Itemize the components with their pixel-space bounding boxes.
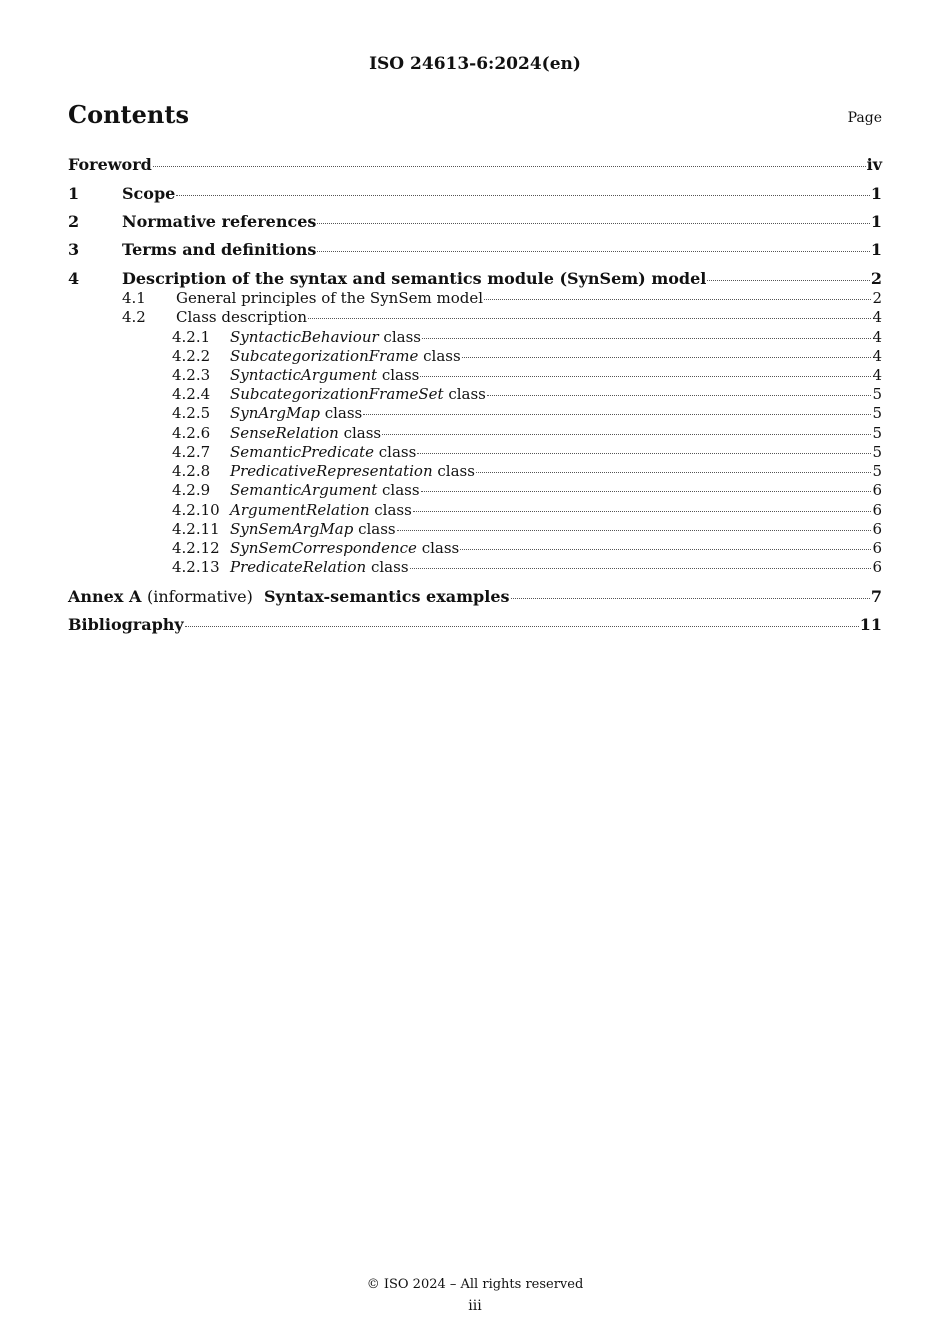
- dot-leader: [707, 264, 869, 281]
- toc-number: 1: [68, 184, 80, 203]
- dot-leader: [317, 207, 869, 224]
- toc-title: SenseRelation class: [230, 424, 382, 442]
- toc-page: iv: [866, 155, 882, 174]
- toc-number: 4.2.13: [172, 558, 220, 576]
- toc-page: 1: [870, 184, 882, 203]
- toc-title: Foreword: [68, 155, 152, 174]
- dot-leader: [462, 342, 872, 358]
- dot-leader: [153, 150, 866, 167]
- toc-page: 1: [870, 240, 882, 259]
- class-name: SynSemCorrespondence: [230, 539, 417, 557]
- toc-title: SubcategorizationFrame class: [230, 347, 461, 365]
- class-name: SyntacticBehaviour: [230, 328, 379, 346]
- toc-number: 4.2.12: [172, 539, 220, 557]
- page-number: iii: [468, 1298, 482, 1314]
- dot-leader: [420, 361, 871, 377]
- class-name: SynArgMap: [230, 404, 320, 422]
- toc-page: 5: [872, 424, 882, 442]
- dot-leader: [413, 496, 872, 512]
- class-name: SenseRelation: [230, 424, 339, 442]
- toc-page: 5: [872, 404, 882, 422]
- toc-entry-scope[interactable]: [68, 182, 882, 203]
- page-column-label: Page: [847, 110, 882, 126]
- toc-page: 6: [872, 501, 882, 519]
- toc-number: 4.2.2: [172, 347, 211, 365]
- toc-title: PredicateRelation class: [230, 558, 409, 576]
- class-name: SyntacticArgument: [230, 366, 378, 384]
- dot-leader: [397, 515, 872, 531]
- toc-number: 4.1: [122, 289, 146, 307]
- dot-leader: [410, 553, 872, 569]
- toc-title: SemanticArgument class: [230, 481, 420, 499]
- toc-number: 4.2.10: [172, 501, 220, 519]
- toc-number: 4.2.9: [172, 481, 211, 499]
- annex-title: Syntax-semantics examples: [263, 587, 510, 606]
- toc-number: 4.2.3: [172, 366, 211, 384]
- toc-page: 6: [872, 558, 882, 576]
- toc-number: 4.2.5: [172, 404, 211, 422]
- toc-title: Scope: [122, 184, 176, 203]
- dot-leader: [382, 419, 871, 435]
- annex-label: Annex A: [68, 587, 142, 606]
- toc-title: Bibliography: [68, 615, 184, 634]
- toc-title: PredicativeRepresentation class: [230, 462, 475, 480]
- toc-title: Class description: [176, 308, 308, 326]
- dot-leader: [363, 399, 871, 415]
- toc-page: 1: [870, 212, 882, 231]
- dot-leader: [487, 380, 872, 396]
- toc-entry-normative-references[interactable]: [68, 210, 882, 231]
- toc-page: 11: [859, 615, 882, 634]
- class-name: SubcategorizationFrameSet: [230, 385, 444, 403]
- toc-page: 5: [872, 443, 882, 461]
- toc-number: 3: [68, 240, 80, 259]
- toc-page: 6: [872, 481, 882, 499]
- toc-entry-bibliography[interactable]: [68, 613, 882, 634]
- toc-entry-terms-and-definitions[interactable]: [68, 238, 882, 259]
- dot-leader: [511, 582, 870, 599]
- toc-number: 4.2.8: [172, 462, 211, 480]
- dot-leader: [421, 476, 872, 492]
- toc-title: SubcategorizationFrameSet class: [230, 385, 486, 403]
- toc-title: General principles of the SynSem model: [176, 289, 484, 307]
- toc-entry-class[interactable]: [68, 556, 882, 576]
- toc-page: 4: [872, 366, 882, 384]
- class-name: SemanticPredicate: [230, 443, 374, 461]
- toc-page: 6: [872, 539, 882, 557]
- dot-leader: [476, 457, 872, 473]
- toc-title: SynArgMap class: [230, 404, 363, 422]
- toc-page: 2: [870, 269, 882, 288]
- toc-title: Description of the syntax and semantics module (SynSem) model: [122, 269, 707, 288]
- toc-title: SynSemCorrespondence class: [230, 539, 460, 557]
- dot-leader: [422, 323, 871, 339]
- class-name: SemanticArgument: [230, 481, 378, 499]
- annex-note: (informative): [146, 587, 253, 606]
- class-name: SynSemArgMap: [230, 520, 354, 538]
- dot-leader: [460, 534, 871, 550]
- document-id-header: ISO 24613-6:2024(en): [369, 54, 581, 74]
- toc-page: 6: [872, 520, 882, 538]
- toc-number: 4.2: [122, 308, 146, 326]
- dot-leader: [185, 610, 859, 627]
- toc-page: 7: [870, 587, 882, 606]
- dot-leader: [417, 438, 871, 454]
- toc-page: 5: [872, 462, 882, 480]
- toc-title: [68, 587, 510, 606]
- toc-title: ArgumentRelation class: [230, 501, 412, 519]
- toc-number: 2: [68, 212, 80, 231]
- toc-page: 4: [872, 347, 882, 365]
- toc-entry-annex-a[interactable]: [68, 585, 882, 606]
- toc-title: Normative references: [122, 212, 317, 231]
- dot-leader: [484, 284, 871, 300]
- class-name: PredicativeRepresentation: [230, 462, 433, 480]
- toc-page: 2: [872, 289, 882, 307]
- class-name: SubcategorizationFrame: [230, 347, 419, 365]
- dot-leader: [308, 303, 871, 319]
- toc-number: 4: [68, 269, 80, 288]
- toc-number: 4.2.6: [172, 424, 211, 442]
- class-name: PredicateRelation: [230, 558, 367, 576]
- toc-number: 4.2.1: [172, 328, 211, 346]
- toc-number: 4.2.11: [172, 520, 220, 538]
- toc-number: 4.2.7: [172, 443, 211, 461]
- toc-page: 5: [872, 385, 882, 403]
- toc-title: SyntacticBehaviour class: [230, 328, 421, 346]
- toc-page: 4: [872, 308, 882, 326]
- toc-number: 4.2.4: [172, 385, 211, 403]
- dot-leader: [317, 235, 869, 252]
- toc-page: 4: [872, 328, 882, 346]
- dot-leader: [176, 179, 870, 196]
- class-name: ArgumentRelation: [230, 501, 370, 519]
- toc-title: SynSemArgMap class: [230, 520, 396, 538]
- toc-title: Terms and definitions: [122, 240, 317, 259]
- contents-heading: Contents: [68, 100, 189, 129]
- toc-title: SemanticPredicate class: [230, 443, 417, 461]
- toc-title: SyntacticArgument class: [230, 366, 420, 384]
- copyright-footer: © ISO 2024 – All rights reserved: [366, 1277, 584, 1292]
- toc-entry-foreword[interactable]: [68, 153, 882, 174]
